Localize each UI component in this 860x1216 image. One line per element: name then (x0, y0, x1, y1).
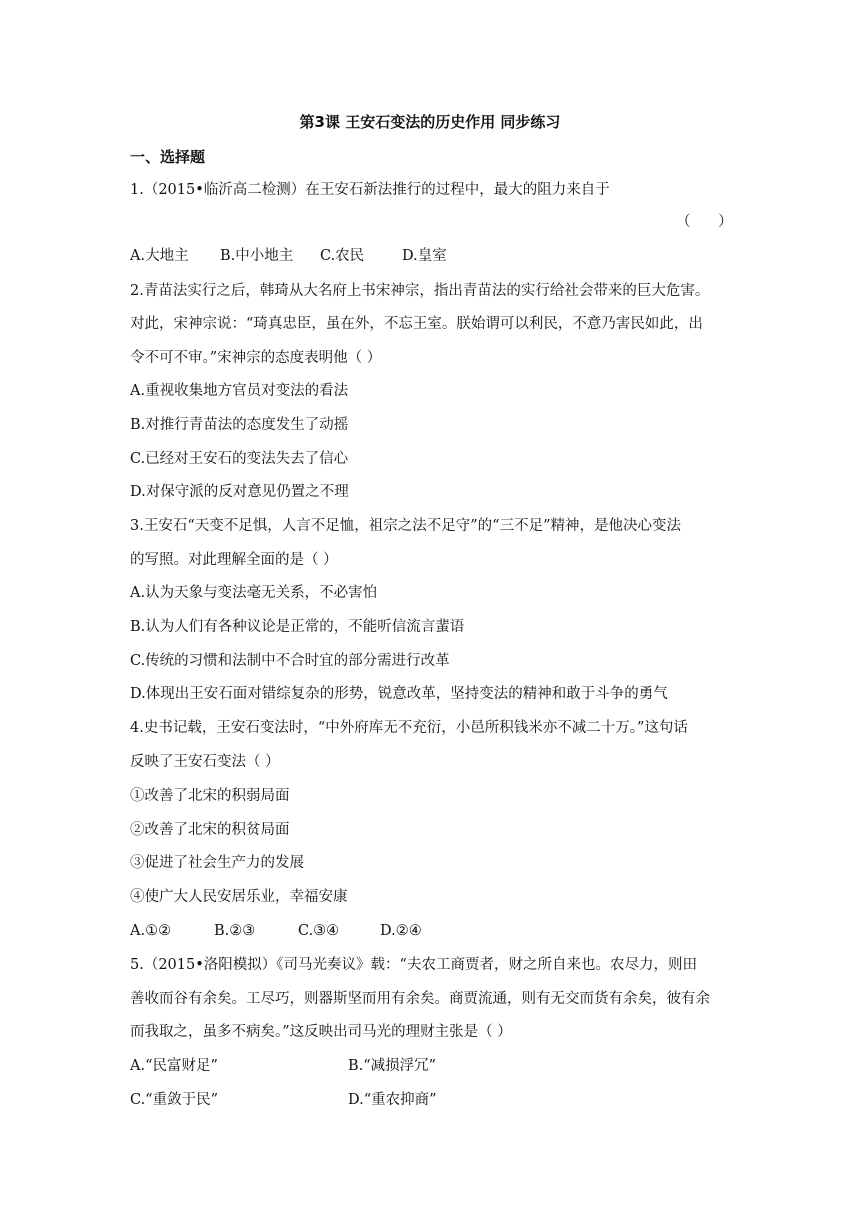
question-2-option-a: A.重视收集地方官员对变法的看法 (130, 383, 349, 399)
question-3-option-d: D.体现出王安石面对错综复杂的形势，锐意改革，坚持变法的精神和敢于斗争的勇气 (130, 686, 668, 702)
question-3-option-c: C.传统的习惯和法制中不合时宜的部分需进行改革 (130, 653, 450, 669)
question-5-stem-line-2: 善收而谷有余矣。工尽巧，则器斯坚而用有余矣。商贾流通，则有无交而货有余矣，彼有余 (130, 991, 710, 1007)
question-5-stem-line-3: 而我取之，虽多不病矣。”这反映出司马光的理财主张是（ ） (130, 1024, 512, 1040)
question-2-stem-line-3: 令不可不审。”宋神宗的态度表明他（ ） (130, 350, 382, 366)
question-5-stem-line-1: 5.（2015•洛阳模拟）《司马光奏议》载：“夫农工商贾者，财之所自来也。农尽力，则田 (130, 957, 697, 973)
question-3-option-a: A.认为天象与变法毫无关系，不必害怕 (130, 585, 378, 601)
question-2-option-d: D.对保守派的反对意见仍置之不理 (130, 484, 349, 500)
question-2-option-b: B.对推行青苗法的态度发生了动摇 (130, 417, 349, 433)
question-1-option-a: A.大地主 (130, 248, 189, 264)
question-3-option-b: B.认为人们有各种议论是正常的，不能听信流言蜚语 (130, 619, 465, 635)
question-4-item-2: ②改善了北宋的积贫局面 (130, 822, 290, 838)
question-3-stem-line-2: 的写照。对此理解全面的是（ ） (130, 552, 338, 568)
question-4-option-d: D.②④ (380, 923, 422, 939)
question-4-stem-line-1: 4.史书记载，王安石变法时，“中外府库无不充衍，小邑所积钱米亦不减二十万。”这句话 (130, 720, 688, 736)
question-4-item-3: ③促进了社会生产力的发展 (130, 855, 304, 871)
question-4-item-4: ④使广大人民安居乐业，幸福安康 (130, 889, 348, 905)
question-4-item-1: ①改善了北宋的积弱局面 (130, 788, 290, 804)
page-title: 第3课 王安石变法的历史作用 同步练习 (299, 113, 561, 131)
question-5-option-d: D.“重农抑商” (348, 1092, 437, 1108)
question-4-stem-line-2: 反映了王安石变法（ ） (130, 754, 280, 770)
question-2-stem-line-2: 对此，宋神宗说：“琦真忠臣，虽在外，不忘王室。朕始谓可以利民，不意乃害民如此，出 (130, 316, 703, 332)
question-4-option-c: C.③④ (298, 923, 340, 939)
question-5-option-a: A.“民富财足” (130, 1058, 218, 1074)
question-4-option-a: A.①② (130, 923, 172, 939)
question-1-stem: 1.（2015•临沂高二检测）在王安石新法推行的过程中，最大的阻力来自于 (130, 182, 610, 198)
question-1-option-b: B.中小地主 (220, 248, 294, 264)
question-5-option-c: C.“重敛于民” (130, 1092, 219, 1108)
question-1-option-c: C.农民 (320, 248, 365, 264)
question-1-option-d: D.皇室 (402, 248, 447, 264)
question-5-option-b: B.“减损浮冗” (348, 1058, 437, 1074)
section-heading: 一、选择题 (130, 148, 206, 166)
question-4-option-b: B.②③ (214, 923, 256, 939)
question-1-answer-blank: （ ） (676, 214, 733, 230)
question-2-stem-line-1: 2.青苗法实行之后，韩琦从大名府上书宋神宗，指出青苗法的实行给社会带来的巨大危害。 (130, 283, 710, 299)
question-2-option-c: C.已经对王安石的变法失去了信心 (130, 451, 349, 467)
question-3-stem-line-1: 3.王安石“天变不足惧，人言不足恤，祖宗之法不足守”的“三不足”精神，是他决心变法 (130, 518, 681, 534)
